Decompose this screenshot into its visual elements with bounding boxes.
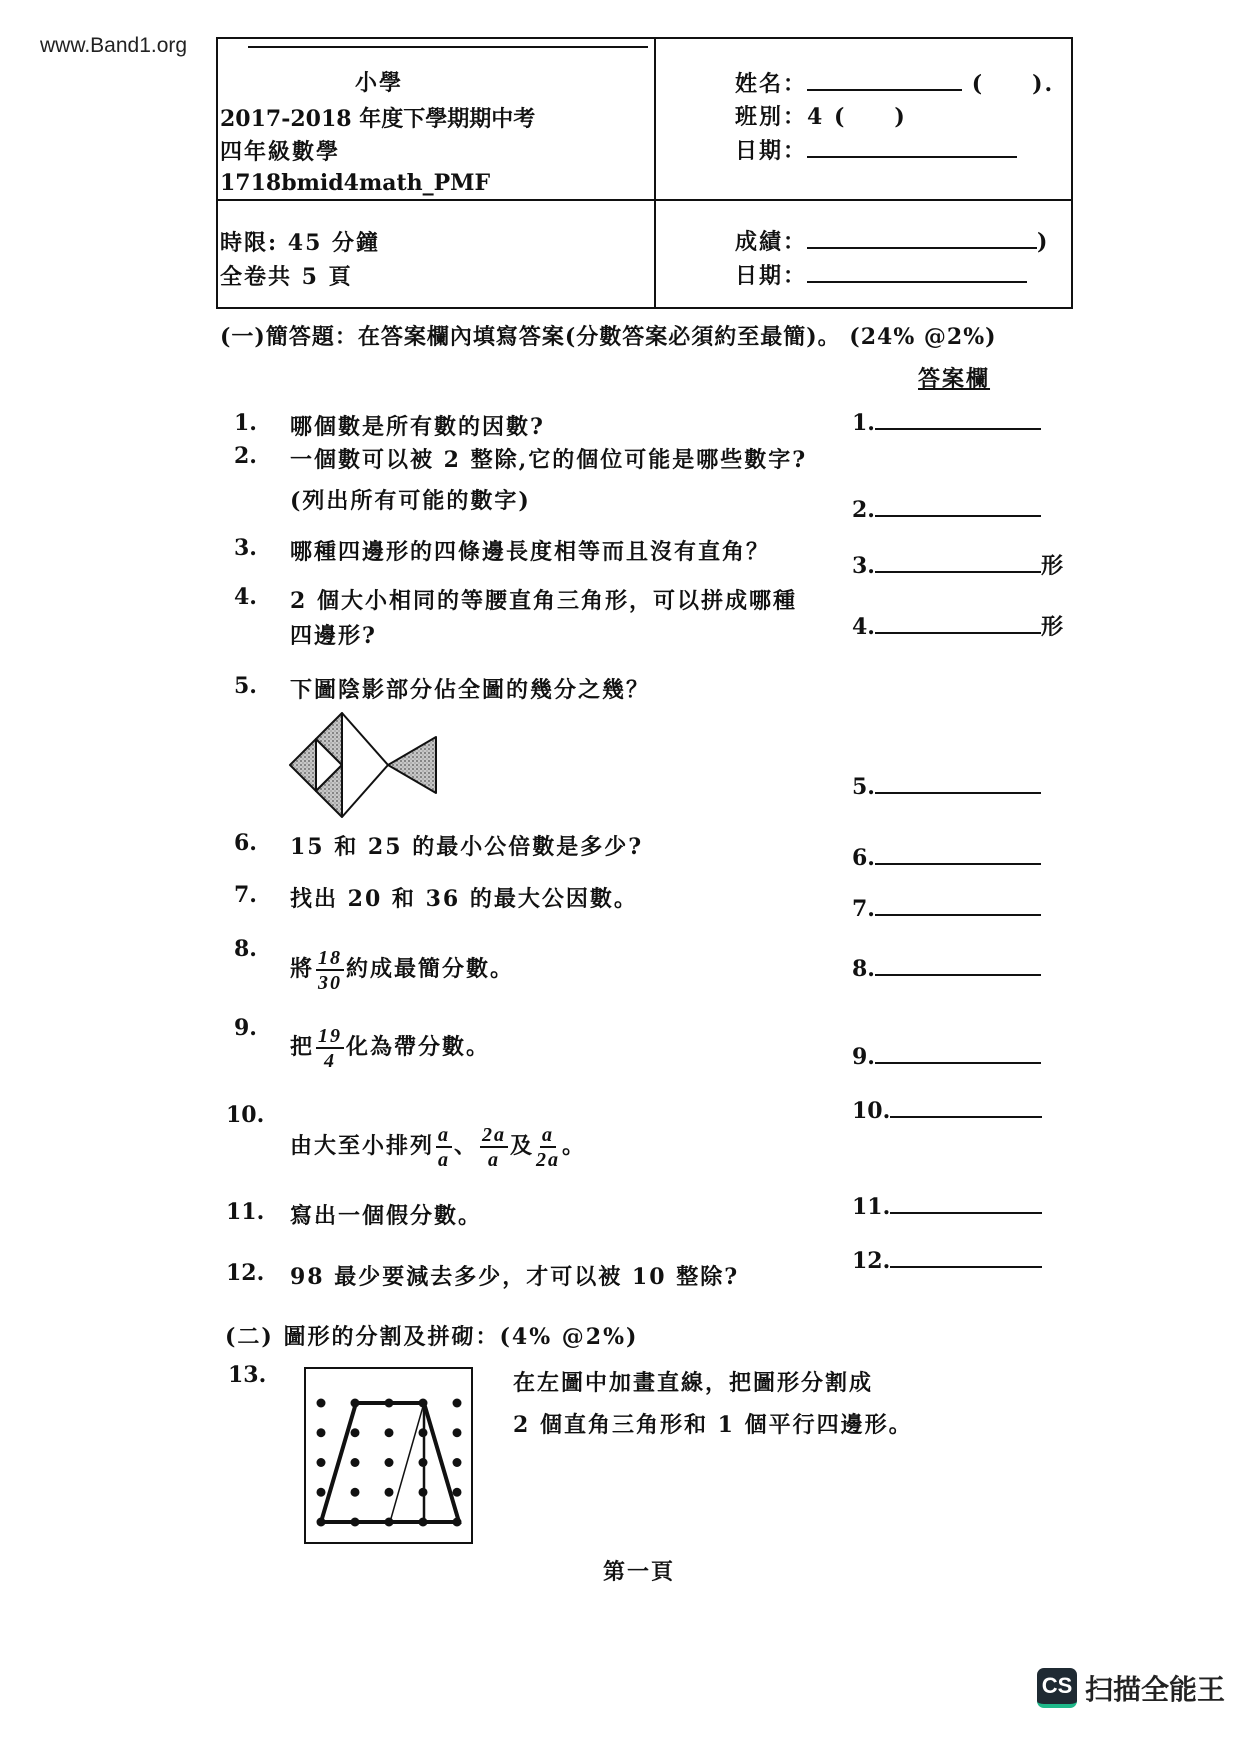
answer-blank-9[interactable] — [852, 1044, 1041, 1070]
answer-number: 2. — [852, 497, 875, 523]
q13-number: 13. — [228, 1362, 267, 1388]
answer-blank-6[interactable] — [852, 845, 1041, 871]
date2-field[interactable] — [735, 259, 1027, 290]
question-text: 哪種四邊形的四條邊長度相等而且沒有直角？ — [290, 539, 771, 565]
question-number: 5. — [234, 673, 257, 699]
exam-code: 1718bmid4math_PMF — [220, 170, 491, 196]
question-text — [290, 946, 514, 994]
text: 由大至小排列 — [290, 1133, 435, 1159]
denominator: 4 — [324, 1050, 337, 1072]
school-name: 小學 — [355, 70, 404, 96]
question-text: 寫出一個假分數。 — [290, 1203, 483, 1229]
grid-dot — [385, 1458, 394, 1467]
question-number: 2. — [234, 443, 257, 469]
question-text: 98 最少要減去多少，才可以被 10 整除? — [290, 1264, 740, 1290]
answer-number: 3. — [852, 553, 875, 579]
answer-number: 4. — [852, 614, 875, 640]
grid-dot — [351, 1458, 360, 1467]
text: 將 — [290, 956, 315, 982]
grid-dot — [453, 1399, 462, 1408]
dot-grid-figure[interactable] — [304, 1367, 474, 1545]
answer-number: 12. — [852, 1248, 891, 1274]
answer-number: 7. — [852, 896, 875, 922]
fraction — [436, 1123, 452, 1171]
answer-blank-2[interactable] — [852, 497, 1041, 523]
numerator: 18 — [318, 947, 343, 969]
question-number: 6. — [234, 830, 257, 856]
answer-number: 5. — [852, 774, 875, 800]
scanner-watermark — [1037, 1668, 1225, 1708]
grid-dot — [385, 1428, 394, 1437]
question-number: 1. — [234, 410, 257, 436]
answer-blank-8[interactable] — [852, 956, 1041, 982]
answer-number: 11. — [852, 1194, 891, 1220]
grid-dot — [317, 1428, 326, 1437]
question-text: 哪個數是所有數的因數? — [290, 414, 545, 440]
denominator: a — [488, 1149, 501, 1171]
question-text: 15 和 25 的最小公倍數是多少? — [290, 834, 644, 860]
answer-number: 10. — [852, 1098, 891, 1124]
scanner-name: 扫描全能王 — [1085, 1674, 1226, 1705]
numerator: 19 — [318, 1025, 343, 1047]
numerator: 2a — [482, 1124, 507, 1146]
question-number: 4. — [234, 584, 257, 610]
answer-number: 8. — [852, 956, 875, 982]
time-limit: 時限: 45 分鐘 — [220, 230, 381, 256]
subject: 四年級數學 — [220, 139, 341, 165]
question-text: 一個數可以被 2 整除,它的個位可能是哪些數字? — [290, 447, 808, 473]
grid-dot — [453, 1458, 462, 1467]
answer-blank-10[interactable] — [852, 1098, 1042, 1124]
answer-suffix: 形 — [1040, 614, 1063, 640]
answer-blank-3[interactable] — [852, 549, 1063, 580]
answer-blank-5[interactable] — [852, 774, 1041, 800]
question-text: 四邊形? — [290, 623, 377, 649]
grid-dot — [385, 1488, 394, 1497]
name-paren: ( ). — [971, 71, 1055, 97]
answer-column-heading: 答案欄 — [918, 366, 991, 392]
grid-dot — [453, 1428, 462, 1437]
name-field[interactable] — [735, 67, 1054, 98]
date-field[interactable] — [735, 134, 1017, 165]
question-number: 10. — [226, 1102, 265, 1128]
answer-number: 6. — [852, 845, 875, 871]
denominator: 2a — [536, 1149, 561, 1171]
q13-instruction-1: 在左圖中加畫直線，把圖形分割成 — [513, 1370, 874, 1396]
page-number: 第一頁 — [603, 1559, 676, 1585]
text: 化為帶分數。 — [346, 1034, 491, 1060]
question-text: 找出 20 和 36 的最大公因數。 — [290, 886, 638, 912]
grid-dot — [351, 1428, 360, 1437]
class-value: 4 ( ) — [807, 104, 907, 130]
camscanner-logo-icon: CS — [1037, 1668, 1077, 1708]
grid-dot — [317, 1399, 326, 1408]
question-number: 3. — [234, 535, 257, 561]
numerator: a — [542, 1124, 555, 1146]
class-label: 班別： — [735, 104, 808, 130]
watermark: www.Band1.org — [40, 34, 188, 57]
section2-title: (二) 圖形的分割及拼砌：(4% @2%) — [225, 1324, 639, 1350]
q13-instruction-2: 2 個直角三角形和 1 個平行四邊形。 — [513, 1412, 913, 1438]
question-text: 2 個大小相同的等腰直角三角形，可以拼成哪種 — [290, 588, 797, 614]
fish-figure — [288, 712, 440, 818]
date-label: 日期： — [735, 138, 808, 164]
separator: 、 — [454, 1133, 479, 1159]
class-field[interactable] — [735, 100, 907, 131]
denominator: a — [438, 1149, 451, 1171]
answer-blank-12[interactable] — [852, 1248, 1042, 1274]
grid-dot — [351, 1488, 360, 1497]
text: 把 — [290, 1034, 315, 1060]
text: 約成最簡分數。 — [346, 956, 515, 982]
score-paren: ) — [1037, 229, 1050, 255]
question-text — [290, 1123, 586, 1171]
answer-suffix: 形 — [1040, 553, 1063, 579]
answer-number: 9. — [852, 1044, 875, 1070]
score-field[interactable] — [735, 225, 1049, 256]
fraction — [480, 1123, 508, 1171]
answer-number: 1. — [852, 410, 875, 436]
question-number: 12. — [226, 1260, 265, 1286]
text: 。 — [562, 1133, 587, 1159]
question-text: 下圖陰影部分佔全圖的幾分之幾？ — [290, 677, 651, 703]
score-label: 成績： — [735, 229, 808, 255]
shaded-triangle-left — [290, 739, 316, 791]
exam-title: 2017-2018 年度下學期期中考 — [220, 106, 536, 132]
grid-dot — [453, 1488, 462, 1497]
question-text — [290, 1024, 490, 1072]
question-number: 7. — [234, 882, 257, 908]
fraction — [316, 946, 344, 994]
answer-blank-1[interactable] — [852, 410, 1041, 436]
question-number: 11. — [226, 1199, 265, 1225]
separator: 及 — [510, 1133, 535, 1159]
header-divider-v — [654, 37, 656, 307]
question-number: 8. — [234, 936, 257, 962]
question-number: 9. — [234, 1015, 257, 1041]
answer-blank-11[interactable] — [852, 1194, 1042, 1220]
date2-label: 日期： — [735, 263, 808, 289]
header-divider-h — [216, 199, 1071, 201]
name-label: 姓名： — [735, 71, 808, 97]
page-count: 全卷共 5 頁 — [220, 264, 353, 290]
denominator: 30 — [318, 972, 343, 994]
grid-dot — [317, 1488, 326, 1497]
section1-title: (一)簡答題：在答案欄內填寫答案(分數答案必須約至最簡)。 (24% @2%) — [220, 324, 997, 350]
question-text: (列出所有可能的數字) — [290, 488, 531, 514]
answer-blank-7[interactable] — [852, 896, 1041, 922]
answer-blank-4[interactable] — [852, 610, 1063, 641]
fraction — [316, 1024, 344, 1072]
numerator: a — [438, 1124, 451, 1146]
grid-dot — [317, 1458, 326, 1467]
shaded-triangle-tail — [388, 737, 436, 793]
fraction — [536, 1123, 560, 1171]
